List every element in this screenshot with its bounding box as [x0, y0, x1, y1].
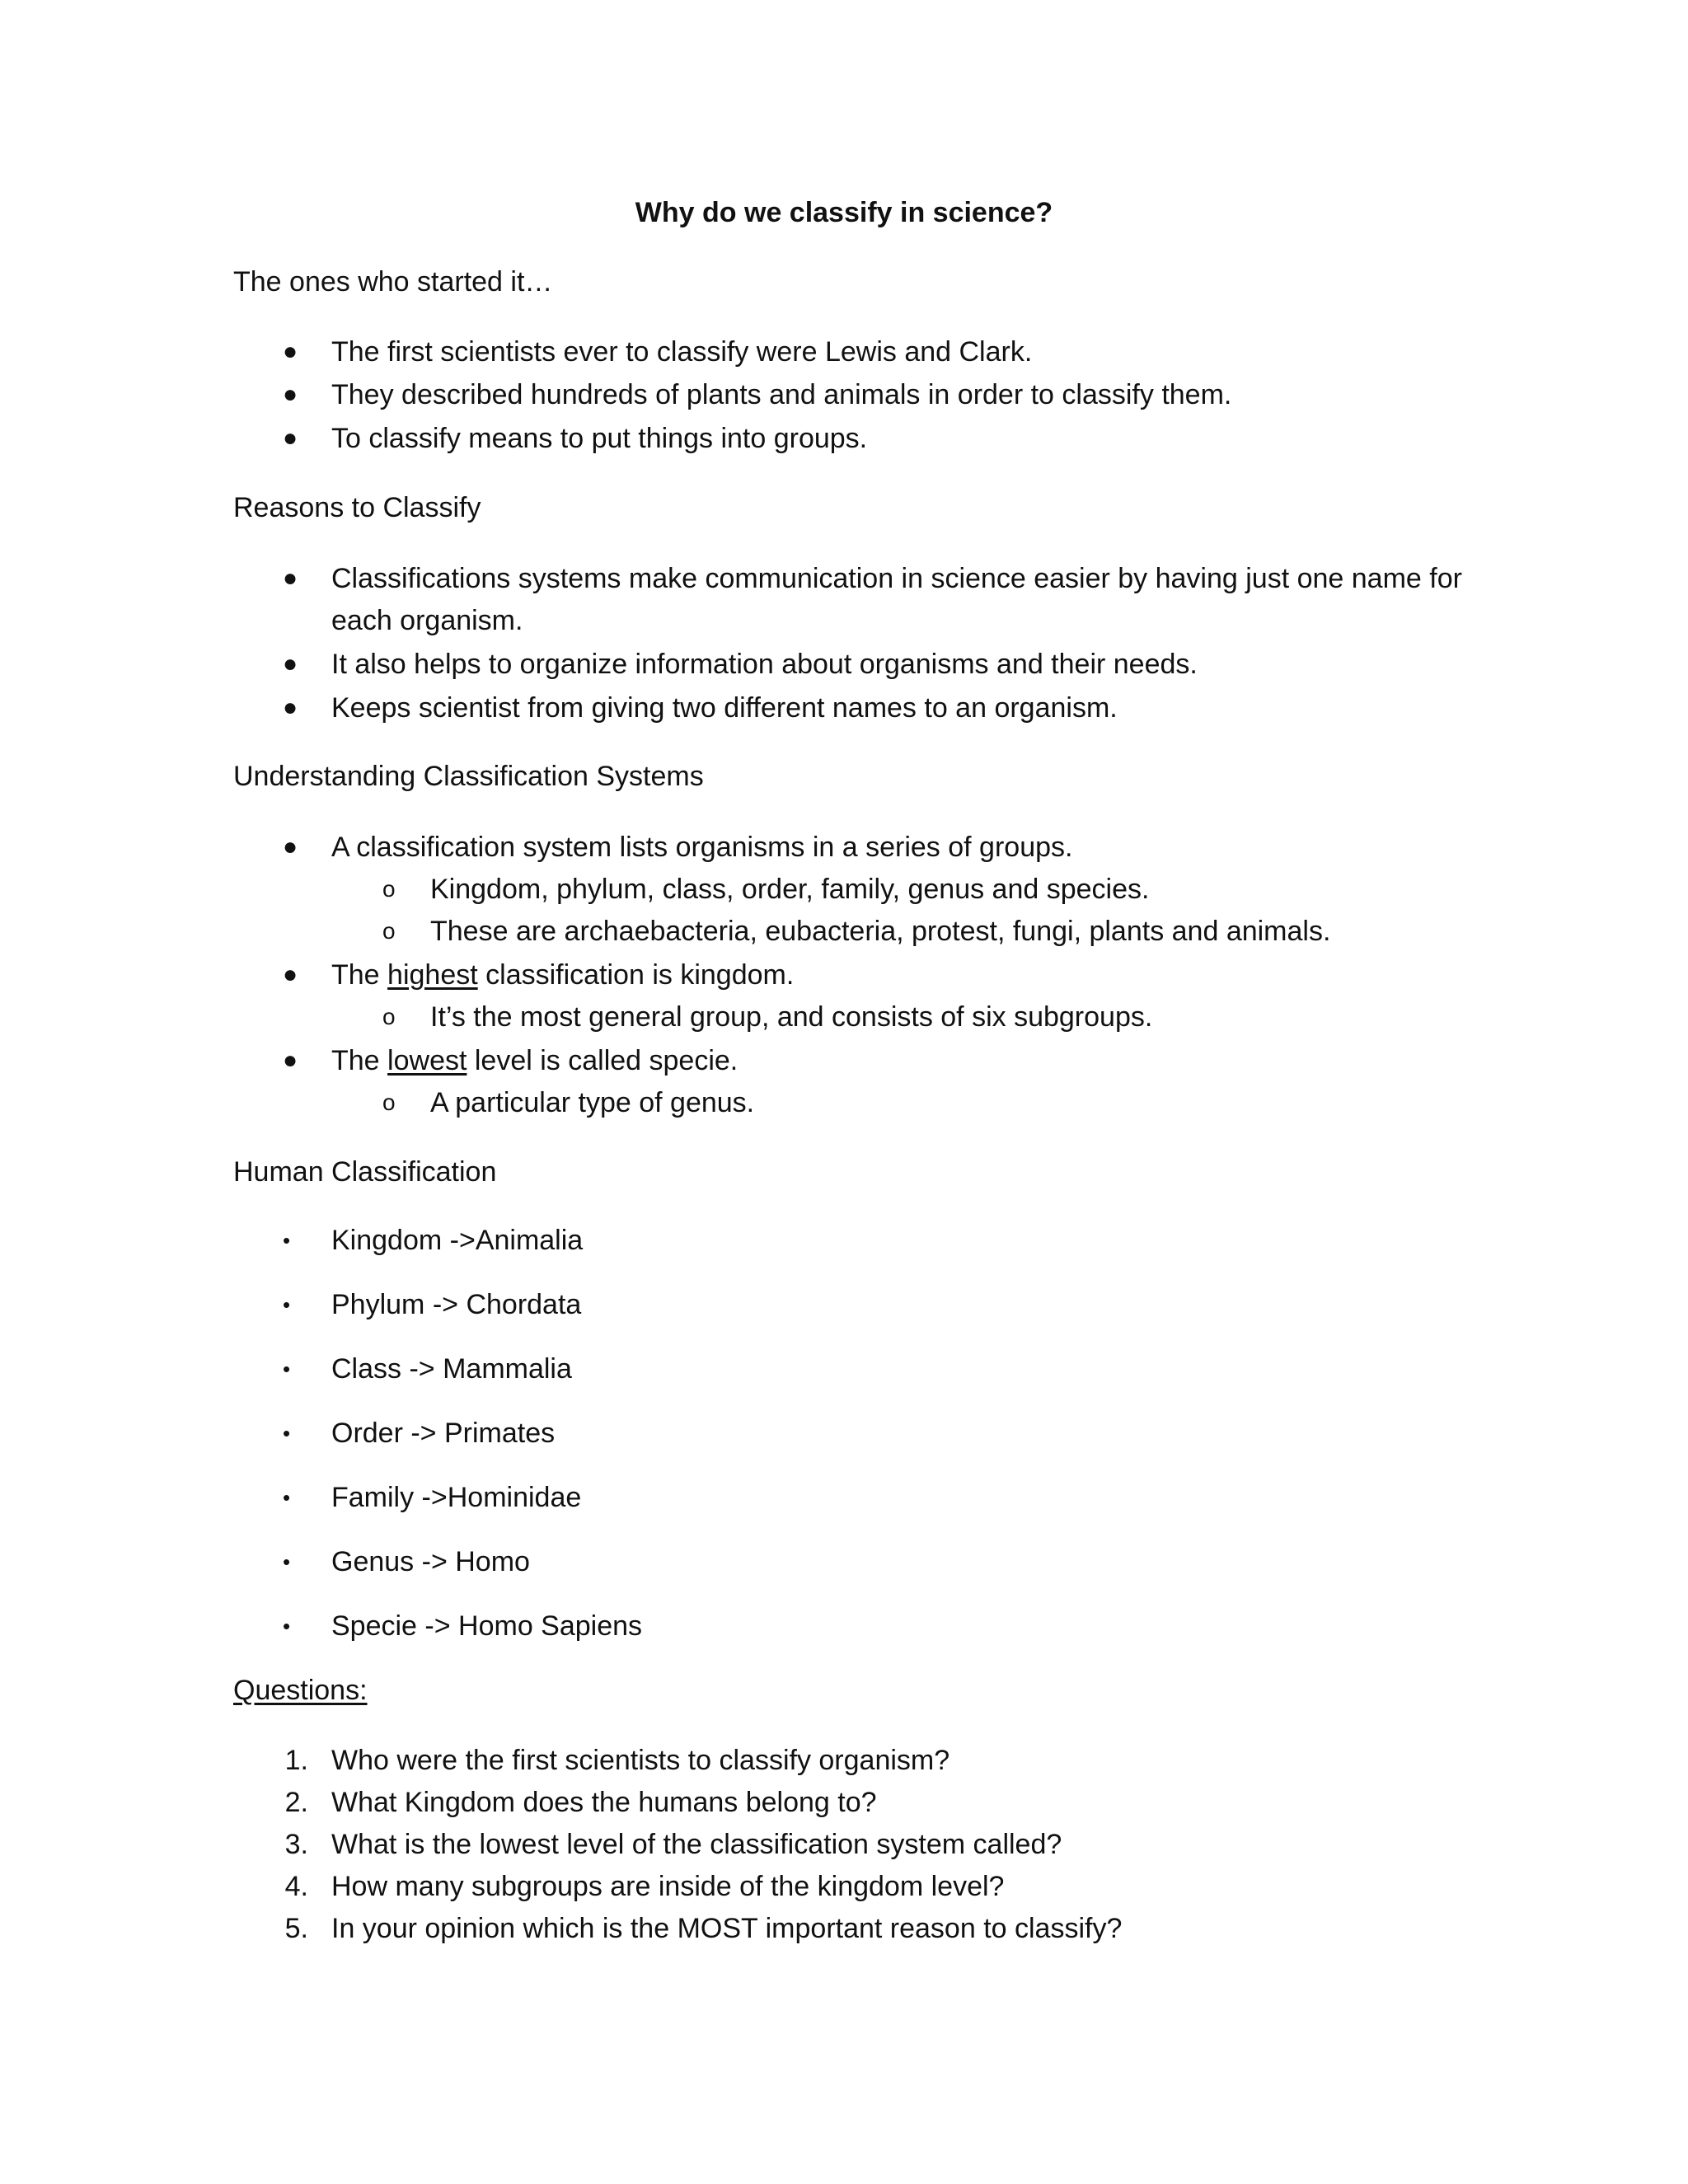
list-item: Genus -> Homo — [331, 1546, 530, 1577]
question-number: 1. — [284, 1745, 308, 1776]
bullet-icon: • — [283, 1614, 291, 1638]
bullet-icon: • — [283, 1357, 291, 1381]
list-item: A classification system lists organisms in a series of groups. — [331, 832, 1073, 863]
bullet-icon: • — [283, 1292, 291, 1317]
question-text: In your opinion which is the MOST important reason to classify? — [331, 1913, 1123, 1944]
sub-bullet-icon: o — [382, 1004, 396, 1029]
sub-bullet-icon: o — [382, 918, 396, 944]
bullet-icon: ● — [283, 694, 298, 721]
list-item — [331, 1041, 738, 1080]
sub-list-item: It’s the most general group, and consists of six subgroups. — [430, 1001, 1153, 1033]
bullet-icon: ● — [283, 833, 298, 860]
list-item-continuation: each organism. — [331, 605, 523, 636]
list-item — [331, 955, 794, 995]
list-item: Specie -> Homo Sapiens — [331, 1610, 643, 1642]
bullet-icon: ● — [283, 565, 298, 592]
underlined-word: highest — [387, 959, 478, 991]
bullet-icon: ● — [283, 961, 298, 988]
text-fragment: The — [331, 1045, 388, 1076]
section-heading-human: Human Classification — [233, 1156, 497, 1188]
questions-heading: Questions: — [233, 1675, 368, 1706]
underlined-word: lowest — [387, 1045, 467, 1076]
section-heading-reasons: Reasons to Classify — [233, 492, 481, 523]
list-item: Keeps scientist from giving two different names to an organism. — [331, 692, 1118, 724]
bullet-icon: ● — [283, 1047, 298, 1074]
bullet-icon: ● — [283, 424, 298, 452]
bullet-icon: ● — [283, 650, 298, 677]
bullet-icon: • — [283, 1421, 291, 1446]
list-item: Phylum -> Chordata — [331, 1289, 582, 1320]
question-text: What Kingdom does the humans belong to? — [331, 1787, 877, 1818]
list-item: To classify means to put things into groups. — [331, 423, 868, 454]
list-item: Kingdom ->Animalia — [331, 1225, 584, 1256]
list-item: Class -> Mammalia — [331, 1353, 572, 1385]
list-item: Order -> Primates — [331, 1418, 556, 1449]
sub-bullet-icon: o — [382, 1090, 396, 1115]
sub-bullet-icon: o — [382, 876, 396, 902]
bullet-icon: • — [283, 1485, 291, 1510]
bullet-icon: • — [283, 1228, 291, 1253]
bullet-icon: ● — [283, 381, 298, 408]
sub-list-item: A particular type of genus. — [430, 1087, 755, 1118]
list-item: They described hundreds of plants and animals in order to classify them. — [331, 379, 1232, 410]
list-item: Family ->Hominidae — [331, 1482, 582, 1513]
list-item: Classifications systems make communication in science easier by having just one name for — [331, 563, 1462, 594]
question-number: 3. — [284, 1829, 308, 1860]
page-title: Why do we classify in science? — [635, 197, 1053, 228]
section-heading-started: The ones who started it… — [233, 266, 553, 298]
text-fragment: classification is kingdom. — [477, 959, 795, 991]
question-number: 4. — [284, 1871, 308, 1902]
question-text: What is the lowest level of the classification system called? — [331, 1829, 1062, 1860]
question-number: 2. — [284, 1787, 308, 1818]
question-text: How many subgroups are inside of the kingdom level? — [331, 1871, 1005, 1902]
text-fragment: level is called specie. — [467, 1045, 738, 1076]
bullet-icon: ● — [283, 338, 298, 365]
bullet-icon: • — [283, 1549, 291, 1574]
text-fragment: The — [331, 959, 388, 991]
question-text: Who were the first scientists to classify organism? — [331, 1745, 950, 1776]
list-item: The first scientists ever to classify were Lewis and Clark. — [331, 336, 1033, 368]
list-item: It also helps to organize information about organisms and their needs. — [331, 649, 1198, 680]
question-number: 5. — [284, 1913, 308, 1944]
section-heading-understanding: Understanding Classification Systems — [233, 761, 704, 792]
sub-list-item: Kingdom, phylum, class, order, family, genus and species. — [430, 874, 1150, 905]
sub-list-item: These are archaebacteria, eubacteria, protest, fungi, plants and animals. — [430, 916, 1331, 947]
